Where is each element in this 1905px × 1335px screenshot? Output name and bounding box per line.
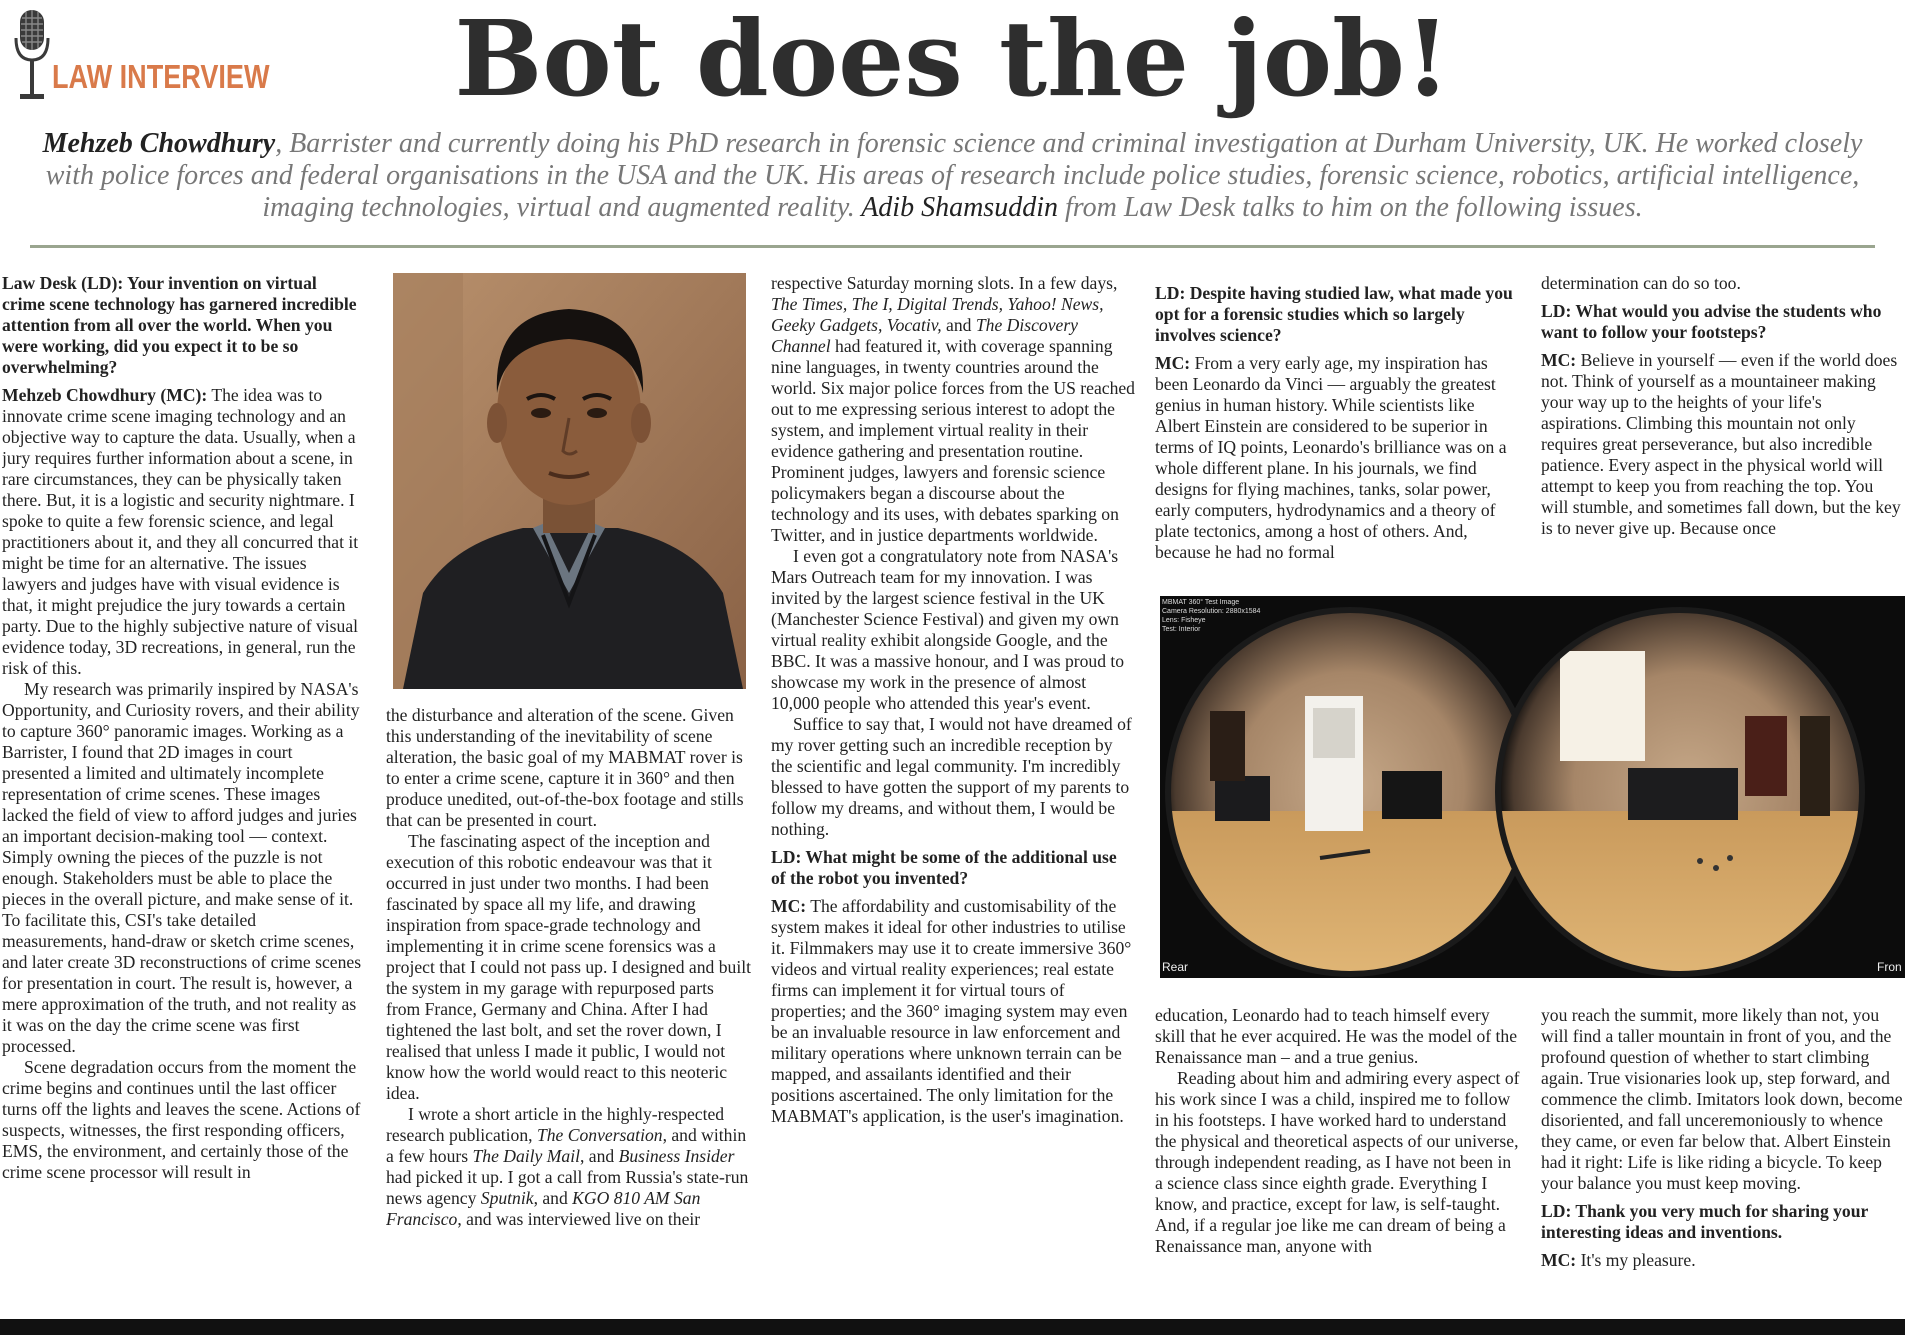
interviewer-name: Adib Shamsuddin <box>861 192 1058 223</box>
text: respective Saturday morning slots. In a few days, <box>771 273 1118 293</box>
header-divider <box>30 245 1875 248</box>
text: , and was interviewed live on their <box>457 1209 701 1229</box>
column-4-bottom <box>1155 1005 1521 1319</box>
publication-name: Sputnik <box>480 1188 534 1208</box>
paragraph: The fascinating aspect of the inception and execution of this robotic endeavour was that it occurred in just under two months. I had been fascinated by space all my life, and drawing inspiration from space-grade technology and implementing it in crime scene forensics was a project that I could not pass up. I designed and built the system in my garage with repurposed parts from France, Germany and China. After I had tightened the last bolt, and set the rover down, I realised that unless I made it public, I would not know how the world would react to this neoteric idea. <box>386 831 751 1103</box>
section-kicker: LAW INTERVIEW <box>52 58 270 95</box>
paragraph <box>386 1104 752 1230</box>
camera-360-icon <box>1160 596 1905 978</box>
headline: Bot does the job! <box>454 0 1451 120</box>
interviewee-photo <box>393 273 746 689</box>
fisheye-caption-top: MBMAT 360° Test Image <box>1162 599 1240 606</box>
paragraph: I even got a congratulatory note from NASA's Mars Outreach team for my innovation. I was invited by the largest science festival in the UK (Manchester Science Festival) and given my own virtual reality exhibit alongside Google, and the BBC. It was a massive honour, and I was proud to showcase my work in the presence of almost 10,000 people who attended this year's event. <box>771 546 1125 713</box>
text: I wrote a short article in the highly-respected research publication, <box>386 1104 725 1145</box>
question-5: LD: Thank you very much for sharing your interesting ideas and inventions. <box>1541 1201 1869 1242</box>
answer-label: Mehzeb Chowdhury (MC): <box>2 385 208 405</box>
paragraph: determination can do so too. <box>1541 273 1741 293</box>
question-1: Law Desk (LD): Your invention on virtual crime scene technology has garnered incredible attention from all over the world. When you were working, did you expect it to be so overwhelming? <box>2 273 357 377</box>
column-1 <box>2 273 364 1319</box>
standfirst <box>20 128 1885 224</box>
text: had featured it, with coverage spanning nine languages, in twenty countries around the world. Six major police forces from the US reached out to me expressing serious interest to adopt the system, and implement virtual reality in their evidence gathering and presentation routine. Prominent judges, lawyers and forensic science policymakers began a discourse about the technology and its uses, with debates sparking on Twitter, and in justice departments worldwide. <box>771 336 1135 545</box>
fisheye-meta-line: Test: Interior <box>1162 626 1201 633</box>
text: and <box>941 315 976 335</box>
answer-1 <box>2 385 364 679</box>
column-5-top <box>1541 273 1905 589</box>
question-3: LD: Despite having studied law, what made you opt for a forensic studies which so largely involves science? <box>1155 283 1513 345</box>
question-4: LD: What would you advise the students who want to follow your footsteps? <box>1541 301 1882 342</box>
answer-text: Believe in yourself — even if the world does not. Think of yourself as a mountaineer making your way up to the heights of your life's aspirations. Climbing this mountain not only requires great perseverance, but also incredible patience. Every aspect in the physical world will attempt to keep you from reaching the top. You will stumble, and sometimes fall down, but the key is to never give up. Because once <box>1541 350 1901 538</box>
person-photo-icon <box>393 273 746 689</box>
fisheye-360-image <box>1160 596 1905 978</box>
paragraph: education, Leonardo had to teach himself every skill that he ever acquired. He was the model of the Renaissance man – and a true genius. <box>1155 1005 1518 1067</box>
standfirst-text-1: , Barrister and currently doing his PhD research in forensic science and criminal investigation at Durham University, UK. He worked closely with police forces and federal organisations in the USA and the UK. His areas of research include police studies, forensic science, robotics, artificial intelligence, imaging technologies, virtual and augmented reality. <box>45 128 1863 223</box>
paragraph: the disturbance and alteration of the scene. Given this understanding of the inevitability of scene alteration, the basic goal of my MABMAT rover is to enter a crime scene, capture it in 360° and then produce unedited, out-of-the-box footage and stills that can be presented in court. <box>386 705 744 830</box>
answer-text: The idea was to innovate crime scene imaging technology and an objective way to capture the data. Usually, when a jury requires further information about a scene, in rare circumstances, they can be physically taken there. But, it is a logistic and security nightmare. I spoke to quite a few forensic science, and legal practitioners about it, and they all concurred that it might be time for an alternative. The issues lawyers and judges have with visual evidence is that, it might prejudice the jury towards a certain party. Due to the highly subjective nature of visual evidence today, 3D recreations, in general, run the risk of this. <box>2 385 359 678</box>
fisheye-meta-line: Lens: Fisheye <box>1162 617 1206 624</box>
paragraph: Scene degradation occurs from the moment the crime begins and continues until the last officer turns off the lights and leaves the scene. Actions of suspects, witnesses, the first responding officers, EMS, the environment, and certainly those of the crime scene processor will result in <box>2 1057 361 1182</box>
fisheye-meta-line: Camera Resolution: 2880x1584 <box>1162 608 1261 615</box>
publication-name: The Discovery Channel <box>771 315 1078 356</box>
paragraph: you reach the summit, more likely than not, you will find a taller mountain in front of you, and the profound question of whether to start climbing again. True visionaries look up, step forward, and commence the climb. Imitators look down, become disoriented, and fall unceremoniously to whence they came, or even far below that. Albert Einstein had it right: Life is like riding a bicycle. To keep your balance you must keep moving. <box>1541 1005 1903 1193</box>
publication-name: The Daily Mail <box>472 1146 580 1166</box>
answer-text: The affordability and customisability of the system makes it ideal for other industries to utilise it. Filmmakers may use it to create immersive 360° videos and virtual reality experiences; real estate firms can implement it for virtual tours of properties; and the 360° imaging system may even be an invaluable resource in law enforcement and military operations where unknown terrain can be mapped, and assailants identified and their positions ascertained. The only limitation for the MABMAT's application, is the user's imagination. <box>771 896 1132 1126</box>
fisheye-label-front: Fron <box>1877 960 1902 974</box>
text: , and <box>533 1188 573 1208</box>
standfirst-text-2: from Law Desk talks to him on the following issues. <box>1057 192 1643 223</box>
question-2: LD: What might be some of the additional use of the robot you invented? <box>771 847 1117 888</box>
publication-name: The Conversation <box>536 1125 663 1145</box>
text: , and within a few hours <box>386 1125 747 1166</box>
paragraph <box>771 273 1135 546</box>
answer-label: MC: <box>1541 1250 1577 1270</box>
answer-label: MC: <box>1155 353 1191 373</box>
text: had picked it up. I got a call from Russia's state-run news agency <box>386 1167 749 1208</box>
answer-4 <box>1541 350 1905 539</box>
interviewee-name: Mehzeb Chowdhury <box>42 128 276 159</box>
fisheye-label-rear: Rear <box>1162 960 1189 974</box>
column-3 <box>771 273 1135 1319</box>
answer-2 <box>771 896 1135 1127</box>
column-2 <box>386 705 752 1319</box>
answer-label: MC: <box>771 896 807 916</box>
bottom-border <box>0 1319 1905 1335</box>
paragraph: Suffice to say that, I would not have dreamed of my rover getting such an incredible reception by the scientific and legal community. I'm incredibly blessed to have gotten the support of my parents to follow my dreams, and without them, I would be nothing. <box>771 714 1132 839</box>
column-4-top <box>1155 283 1521 589</box>
answer-label: MC: <box>1541 350 1577 370</box>
answer-5 <box>1541 1250 1905 1271</box>
publication-name: Business Insider <box>618 1146 735 1166</box>
answer-text: From a very early age, my inspiration has been Leonardo da Vinci — arguably the greatest genius in human history. While scientists like Albert Einstein are considered to be superior in terms of IQ points, Leonardo's brilliance was on a whole different plane. In his journals, we find designs for flying machines, tanks, solar power, early computers, hydrodynamics and a theory of plate tectonics, among a host of others. And, because he had no formal <box>1155 353 1507 562</box>
answer-3 <box>1155 353 1521 563</box>
publication-name: KGO 810 AM San Francisco <box>386 1188 701 1229</box>
paragraph: Reading about him and admiring every aspect of his work since I was a child, inspired me to follow in his footsteps. I have worked hard to understand the physical and theoretical aspects of our universe, through independent reading, as I have not been in a science class since eighth grade. Everything I know, and practice, except for law, is self-taught. And, if a regular joe like me can dream of being a Renaissance man, anyone with <box>1155 1068 1520 1256</box>
publication-names: The Times, The I, Digital Trends, Yahoo! News, Geeky Gadgets, Vocativ, <box>771 294 1104 335</box>
answer-text: It's my pleasure. <box>1576 1250 1696 1270</box>
paragraph: My research was primarily inspired by NASA's Opportunity, and Curiosity rovers, and their ability to capture 360° panoramic images. Working as a Barrister, I found that 2D images in court presented a limited and ultimately incomplete representation of crime scenes. These images lacked the field of view to afford judges and juries an important decision-making tool — context. Simply owning the pieces of the puzzle is not enough. Stakeholders must be able to place the pieces in the overall picture, and make sense of it. To facilitate this, CSI's take detailed measurements, hand-draw or sketch crime scenes, and later create 3D reconstructions of crime scenes for presentation in court. The result is, however, a mere approximation of the truth, and not reality as it was on the day the crime scene was first processed. <box>2 679 362 1056</box>
text: , and <box>580 1146 619 1166</box>
column-5-bottom <box>1541 1005 1905 1319</box>
